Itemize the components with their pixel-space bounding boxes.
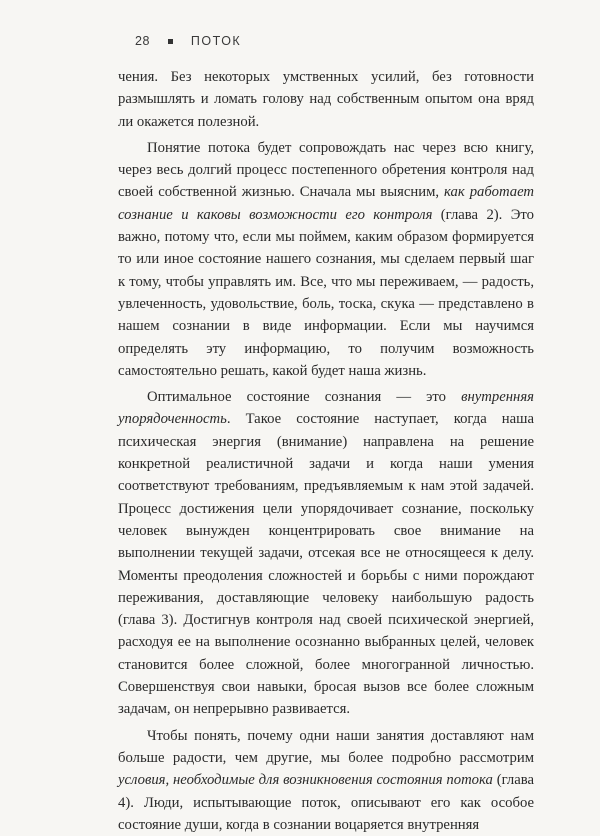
paragraph-3-text-a: Оптимальное состояние сознания — это <box>147 389 462 406</box>
paragraph-4-text-a: Чтобы понять, почему одни наши занятия доставляют нам больше радости, чем другие, мы более подробно рассмотрим <box>118 727 534 766</box>
paragraph-2-text-a: Понятие потока будет сопровождать нас через всю книгу, через весь долгий процесс постепенного обретения контроля над своей собственной жизнью. Сначала мы выясним, <box>118 139 534 201</box>
paragraph-3 <box>118 386 534 720</box>
paragraph-1-text: чения. Без некоторых умственных усилий, без готовности размышлять и ломать голову над собственным опытом она вряд ли окажется полезной. <box>118 69 534 130</box>
bullet-separator <box>168 39 173 44</box>
paragraph-3-text-b: . Такое состояние наступает, когда наша психическая энергия (внимание) направлена на решение конкретной реалистичной задачи и когда наши умения соответствуют требованиям, предъявляемым к нам этой задачей. Процесс достижения цели упорядочивает сознание, поскольку человек вынужден концентрировать свое внимание на выполнении текущей задачи, отсекая все не относящееся к делу. Моменты преодоления сложностей и борьбы с ними порождают переживания, доставляющие человеку наибольшую радость (глава 3). Достигнув контроля над своей психической энергией, расходуя ее на выполнение осознанно выбранных целей, человек становится более сложной, более многогранной личностью. Совершенствуя свои навыки, бросая вызов все более сложным задачам, он непрерывно развивается. <box>118 411 534 718</box>
paragraph-1 <box>118 66 534 133</box>
paragraph-4-text-b: (глава 4). Люди, испытывающие поток, описывают его как особое состояние души, когда в сознании воцаряется внутренняя <box>118 772 534 833</box>
paragraph-4-emphasis: условия, необходимые для возникновения состояния потока <box>118 772 493 789</box>
paragraph-2-emphasis: как работает сознание и каковы возможности его контроля <box>118 184 535 223</box>
body-text <box>118 66 534 836</box>
page-number: 28 <box>135 34 150 48</box>
paragraph-3-emphasis: внутренняя упорядоченность <box>118 389 534 428</box>
running-header <box>135 34 241 48</box>
paragraph-2-text-b: (глава 2). Это важно, потому что, если мы поймем, каким образом формируется то или иное состояние нашего сознания, мы сделаем первый шаг к тому, чтобы управлять им. Все, что мы переживаем, — радость, увлеченность, удовольствие, боль, тоска, скука — представлено в нашем сознании в виде информации. Если мы научимся определять эту информацию, то получим возможность самостоятельно решать, какой будет наша жизнь. <box>118 206 535 379</box>
paragraph-2 <box>118 137 534 382</box>
paragraph-4 <box>118 725 534 836</box>
section-title: ПОТОК <box>190 34 242 48</box>
